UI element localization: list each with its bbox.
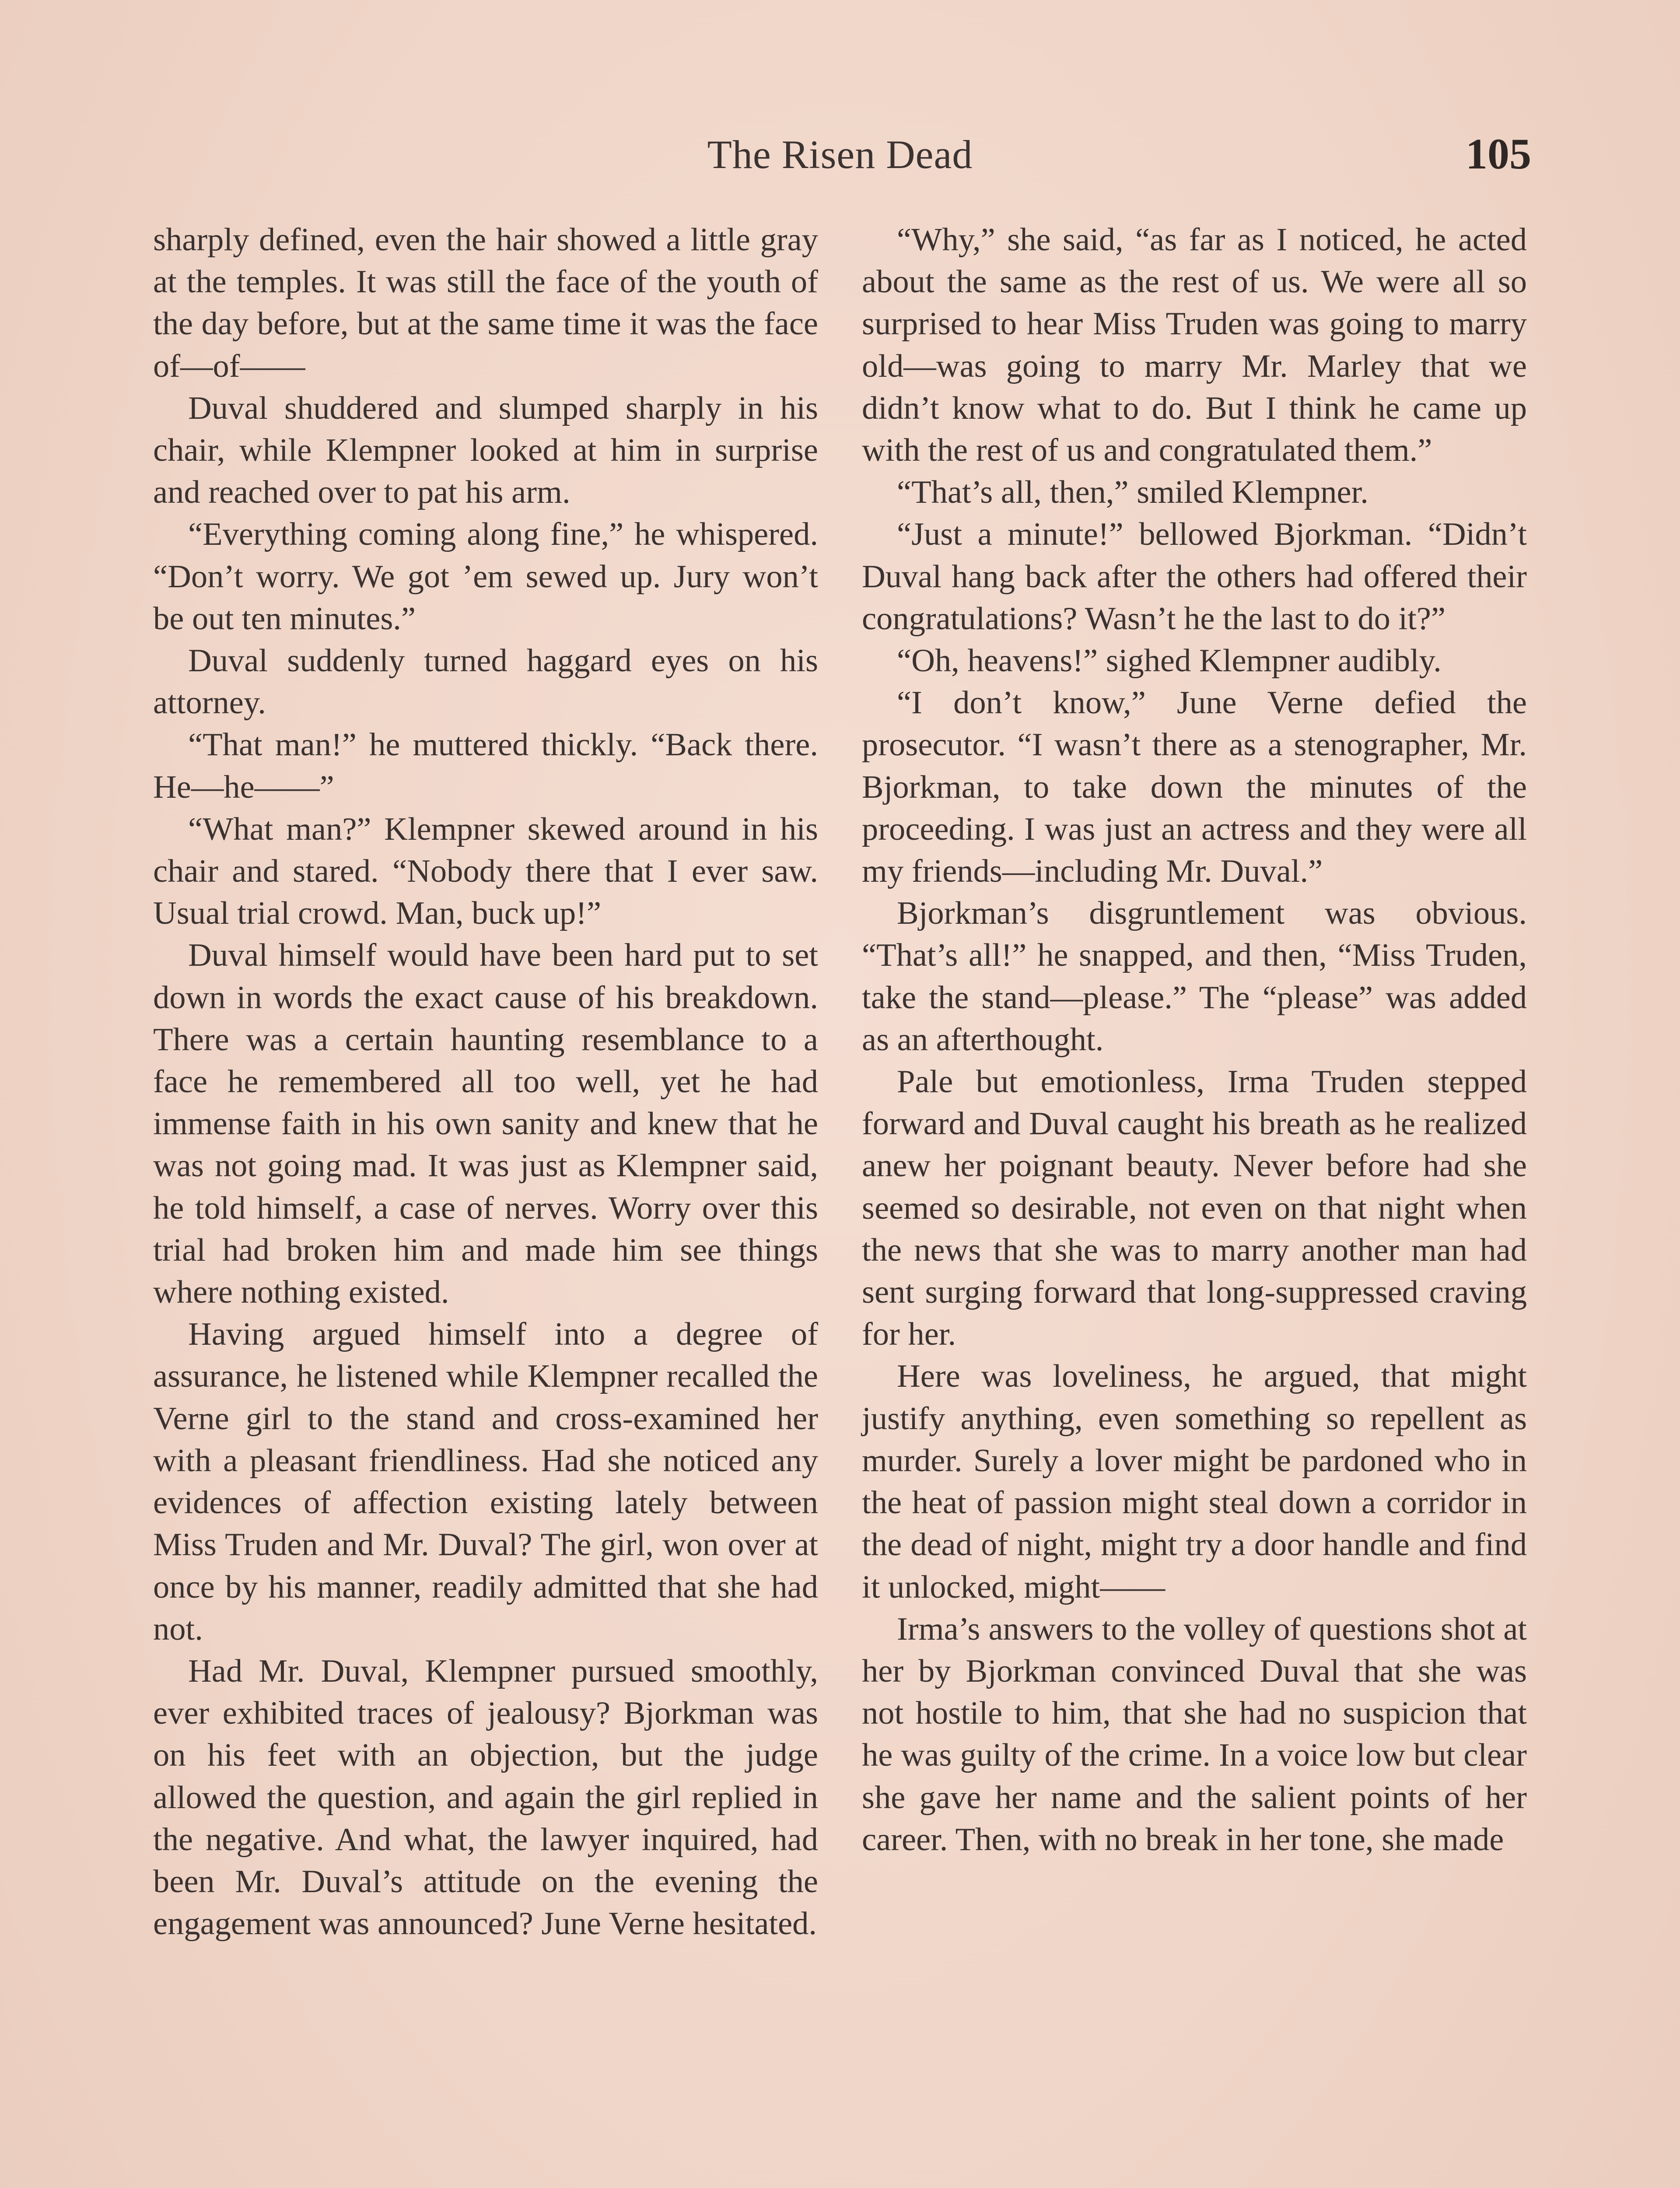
paragraph: “I don’t know,” June Verne defied the prosecutor. “I wasn’t there as a stenographer, Mr. Bjorkman, to take down the minutes of the proceeding. I was just an actress and they were all my friends—including Mr. Duval.” <box>862 685 1527 890</box>
running-title: The Risen Dead <box>707 132 973 177</box>
paragraph: “Oh, heavens!” sighed Klempner audibly. <box>897 643 1442 679</box>
paragraph: Duval shuddered and slumped sharply in his chair, while Klempner looked at him in surprise and reached over to pat his arm. <box>153 390 818 511</box>
paragraph: Bjorkman’s disgruntlement was obvious. “That’s all!” he snapped, and then, “Miss Truden, take the stand—please.” The “please” was added as an afterthought. <box>862 895 1527 1058</box>
text-column-right <box>862 219 1527 1861</box>
paragraph: “Everything coming along fine,” he whispered. “Don’t worry. We got ’em sewed up. Jury won’t be out ten minutes.” <box>153 516 818 637</box>
page-number: 105 <box>1466 130 1531 178</box>
paragraph: Duval suddenly turned haggard eyes on his attorney. <box>153 643 818 721</box>
paragraph: Had Mr. Duval, Klempner pursued smoothly, ever exhibited traces of jealousy? Bjorkman was on his feet with an objection, but the judge allowed the question, and again the girl replied in the negative. And what, the lawyer inquired, had been Mr. Duval’s attitude on the evening the engagement was announced? June Verne hesitated. <box>153 1653 818 1942</box>
paragraph: Pale but emotionless, Irma Truden stepped forward and Duval caught his breath as he realized anew her poignant beauty. Never before had she seemed so desirable, not even on that night when the news that she was to marry another man had sent surging forward that long-suppressed craving for her. <box>862 1064 1527 1353</box>
paragraph: “What man?” Klempner skewed around in his chair and stared. “Nobody there that I ever saw. Usual trial crowd. Man, buck up!” <box>153 811 818 932</box>
paragraph: “That’s all, then,” smiled Klempner. <box>897 474 1368 511</box>
paragraph: Duval himself would have been hard put to set down in words the exact cause of his breakdown. There was a certain haunting resemblance to a face he remembered all too well, yet he had immense faith in his own sanity and knew that he was not going mad. It was just as Klempner said, he told himself, a case of nerves. Worry over this trial had broken him and made him see things where nothing existed. <box>153 937 818 1311</box>
text-column-left <box>153 219 818 1945</box>
paragraph: Here was loveliness, he argued, that might justify anything, even something so repellent as murder. Surely a lover might be pardoned who in the heat of passion might steal down a corridor in the dead of night, might try a door handle and find it unlocked, might—— <box>862 1358 1527 1605</box>
paragraph: Irma’s answers to the volley of questions shot at her by Bjorkman convinced Duval that she was not hostile to him, that she had no suspicion that he was guilty of the crime. In a voice low but clear she gave her name and the salient points of her career. Then, with no break in her tone, she made <box>862 1611 1527 1858</box>
paragraph: “That man!” he muttered thickly. “Back there. He—he——” <box>153 727 818 805</box>
page-header <box>0 131 1680 188</box>
paragraph: sharply defined, even the hair showed a little gray at the temples. It was still the face of the youth of the day before, but at the same time it was the face of—of—— <box>153 222 818 384</box>
paragraph: Having argued himself into a degree of assurance, he listened while Klempner recalled the Verne girl to the stand and cross-examined her with a pleasant friendliness. Had she noticed any evidences of affection existing lately between Miss Truden and Mr. Duval? The girl, won over at once by his manner, readily admitted that she had not. <box>153 1316 818 1647</box>
paragraph: “Just a minute!” bellowed Bjorkman. “Didn’t Duval hang back after the others had offered their congratulations? Wasn’t he the last to do it?” <box>862 516 1527 637</box>
paragraph: “Why,” she said, “as far as I noticed, he acted about the same as the rest of us. We were all so surprised to hear Miss Truden was going to marry old—was going to marry Mr. Marley that we didn’t know what to do. But I think he came up with the rest of us and congratulated them.” <box>862 222 1527 469</box>
